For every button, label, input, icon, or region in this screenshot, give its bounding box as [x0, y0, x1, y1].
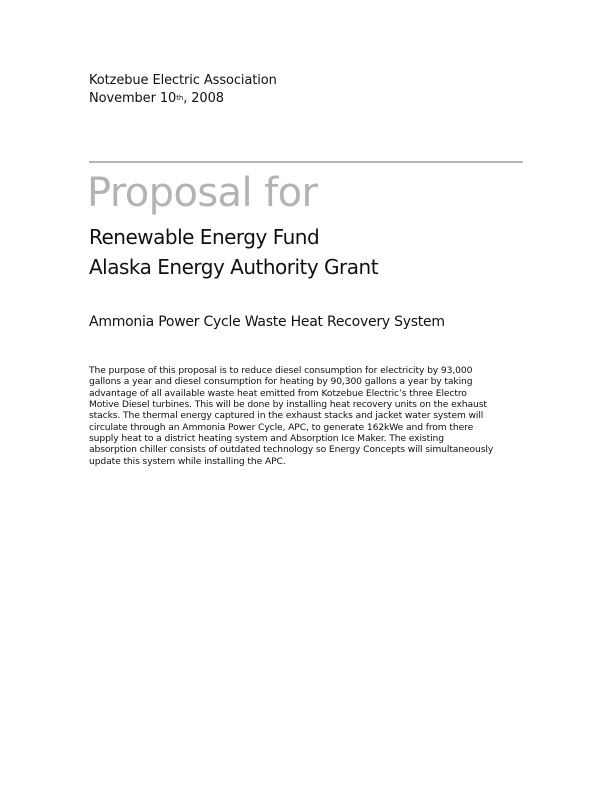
date-year: , 2008: [183, 91, 224, 106]
paragraph-line: Motive Diesel turbines. This will be done by installing heat recovery units on the exhaust: [89, 399, 487, 411]
paragraph-line: update this system while installing the APC.: [89, 455, 286, 467]
organization-name: Kotzebue Electric Association: [89, 73, 277, 88]
date-ordinal-suffix: th: [176, 94, 184, 102]
subtitle-grant: Alaska Energy Authority Grant: [89, 255, 379, 279]
purpose-paragraph: [89, 365, 529, 467]
date-month-day: November 10: [89, 91, 177, 106]
header-block: [89, 72, 277, 108]
paragraph-line: advantage of all available waste heat emitted from Kotzebue Electric’s three Electro: [89, 387, 467, 399]
document-title: Proposal for: [87, 170, 318, 216]
subtitle-fund: Renewable Energy Fund: [89, 225, 320, 249]
horizontal-rule: [89, 161, 523, 163]
paragraph-line: The purpose of this proposal is to reduce diesel consumption for electricity by 93,000: [89, 365, 473, 376]
project-title: Ammonia Power Cycle Waste Heat Recovery System: [89, 314, 445, 330]
proposal-date: [89, 90, 277, 108]
paragraph-line: absorption chiller consists of outdated technology so Energy Concepts will simultaneously: [89, 444, 494, 456]
paragraph-line: supply heat to a district heating system and Absorption Ice Maker. The existing: [89, 433, 444, 445]
paragraph-line: stacks. The thermal energy captured in the exhaust stacks and jacket water system will: [89, 410, 484, 422]
paragraph-line: circulate through an Ammonia Power Cycle, APC, to generate 162kWe and from there: [89, 421, 474, 433]
paragraph-line: gallons a year and diesel consumption for heating by 90,300 gallons a year by taking: [89, 376, 473, 388]
